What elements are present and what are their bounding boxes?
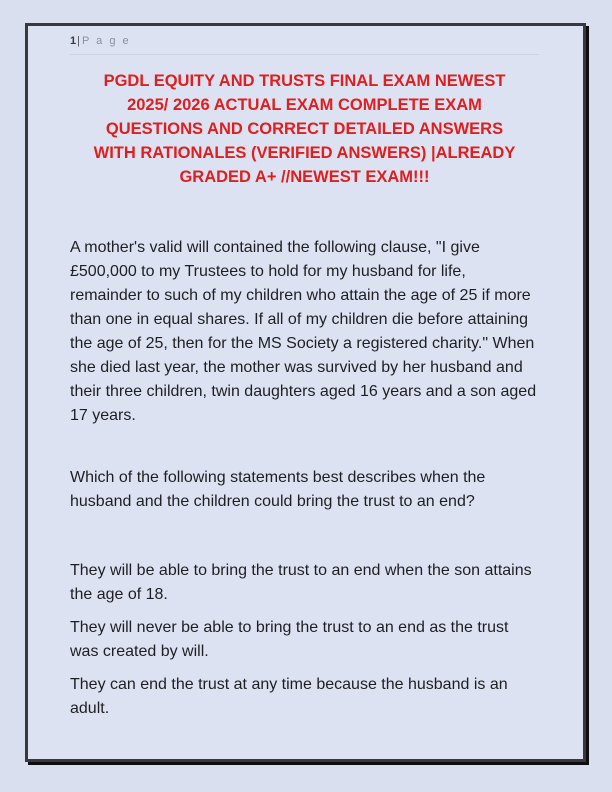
header-separator: |	[77, 35, 80, 47]
answer-options	[70, 559, 539, 721]
title-line: QUESTIONS AND CORRECT DETAILED ANSWERS	[105, 120, 504, 138]
title-line: GRADED A+ //NEWEST EXAM!!!	[179, 168, 430, 186]
document-content	[28, 26, 583, 721]
page-number: 1	[70, 35, 77, 47]
answer-option: They can end the trust at any time because the husband is an adult.	[70, 676, 508, 717]
answer-option: They will be able to bring the trust to an end when the son attains the age of 18.	[70, 562, 532, 603]
page-header	[70, 35, 539, 55]
title-line: PGDL EQUITY AND TRUSTS FINAL EXAM NEWEST	[103, 72, 506, 90]
title-line: 2025/ 2026 ACTUAL EXAM COMPLETE EXAM	[127, 96, 482, 114]
exam-title	[70, 69, 539, 189]
scenario-paragraph: A mother's valid will contained the following clause, "I give £500,000 to my Trustees to hold for my husband for life, remainder to such of my children who attain the age of 25 if more than one in equal shares. If all of my children die before attaining the age of 25, then for the MS Society a registered charity." When she died last year, the mother was survived by her husband and their three children, twin daughters aged 16 years and a son aged 17 years.	[70, 239, 537, 424]
title-line: WITH RATIONALES (VERIFIED ANSWERS) |ALREADY	[93, 144, 516, 162]
document-sheet	[25, 23, 586, 762]
question-paragraph: Which of the following statements best describes when the husband and the children could bring the trust to an end?	[70, 469, 486, 510]
answer-option: They will never be able to bring the trust to an end as the trust was created by will.	[70, 619, 509, 660]
header-page-label: P a g e	[81, 35, 131, 47]
